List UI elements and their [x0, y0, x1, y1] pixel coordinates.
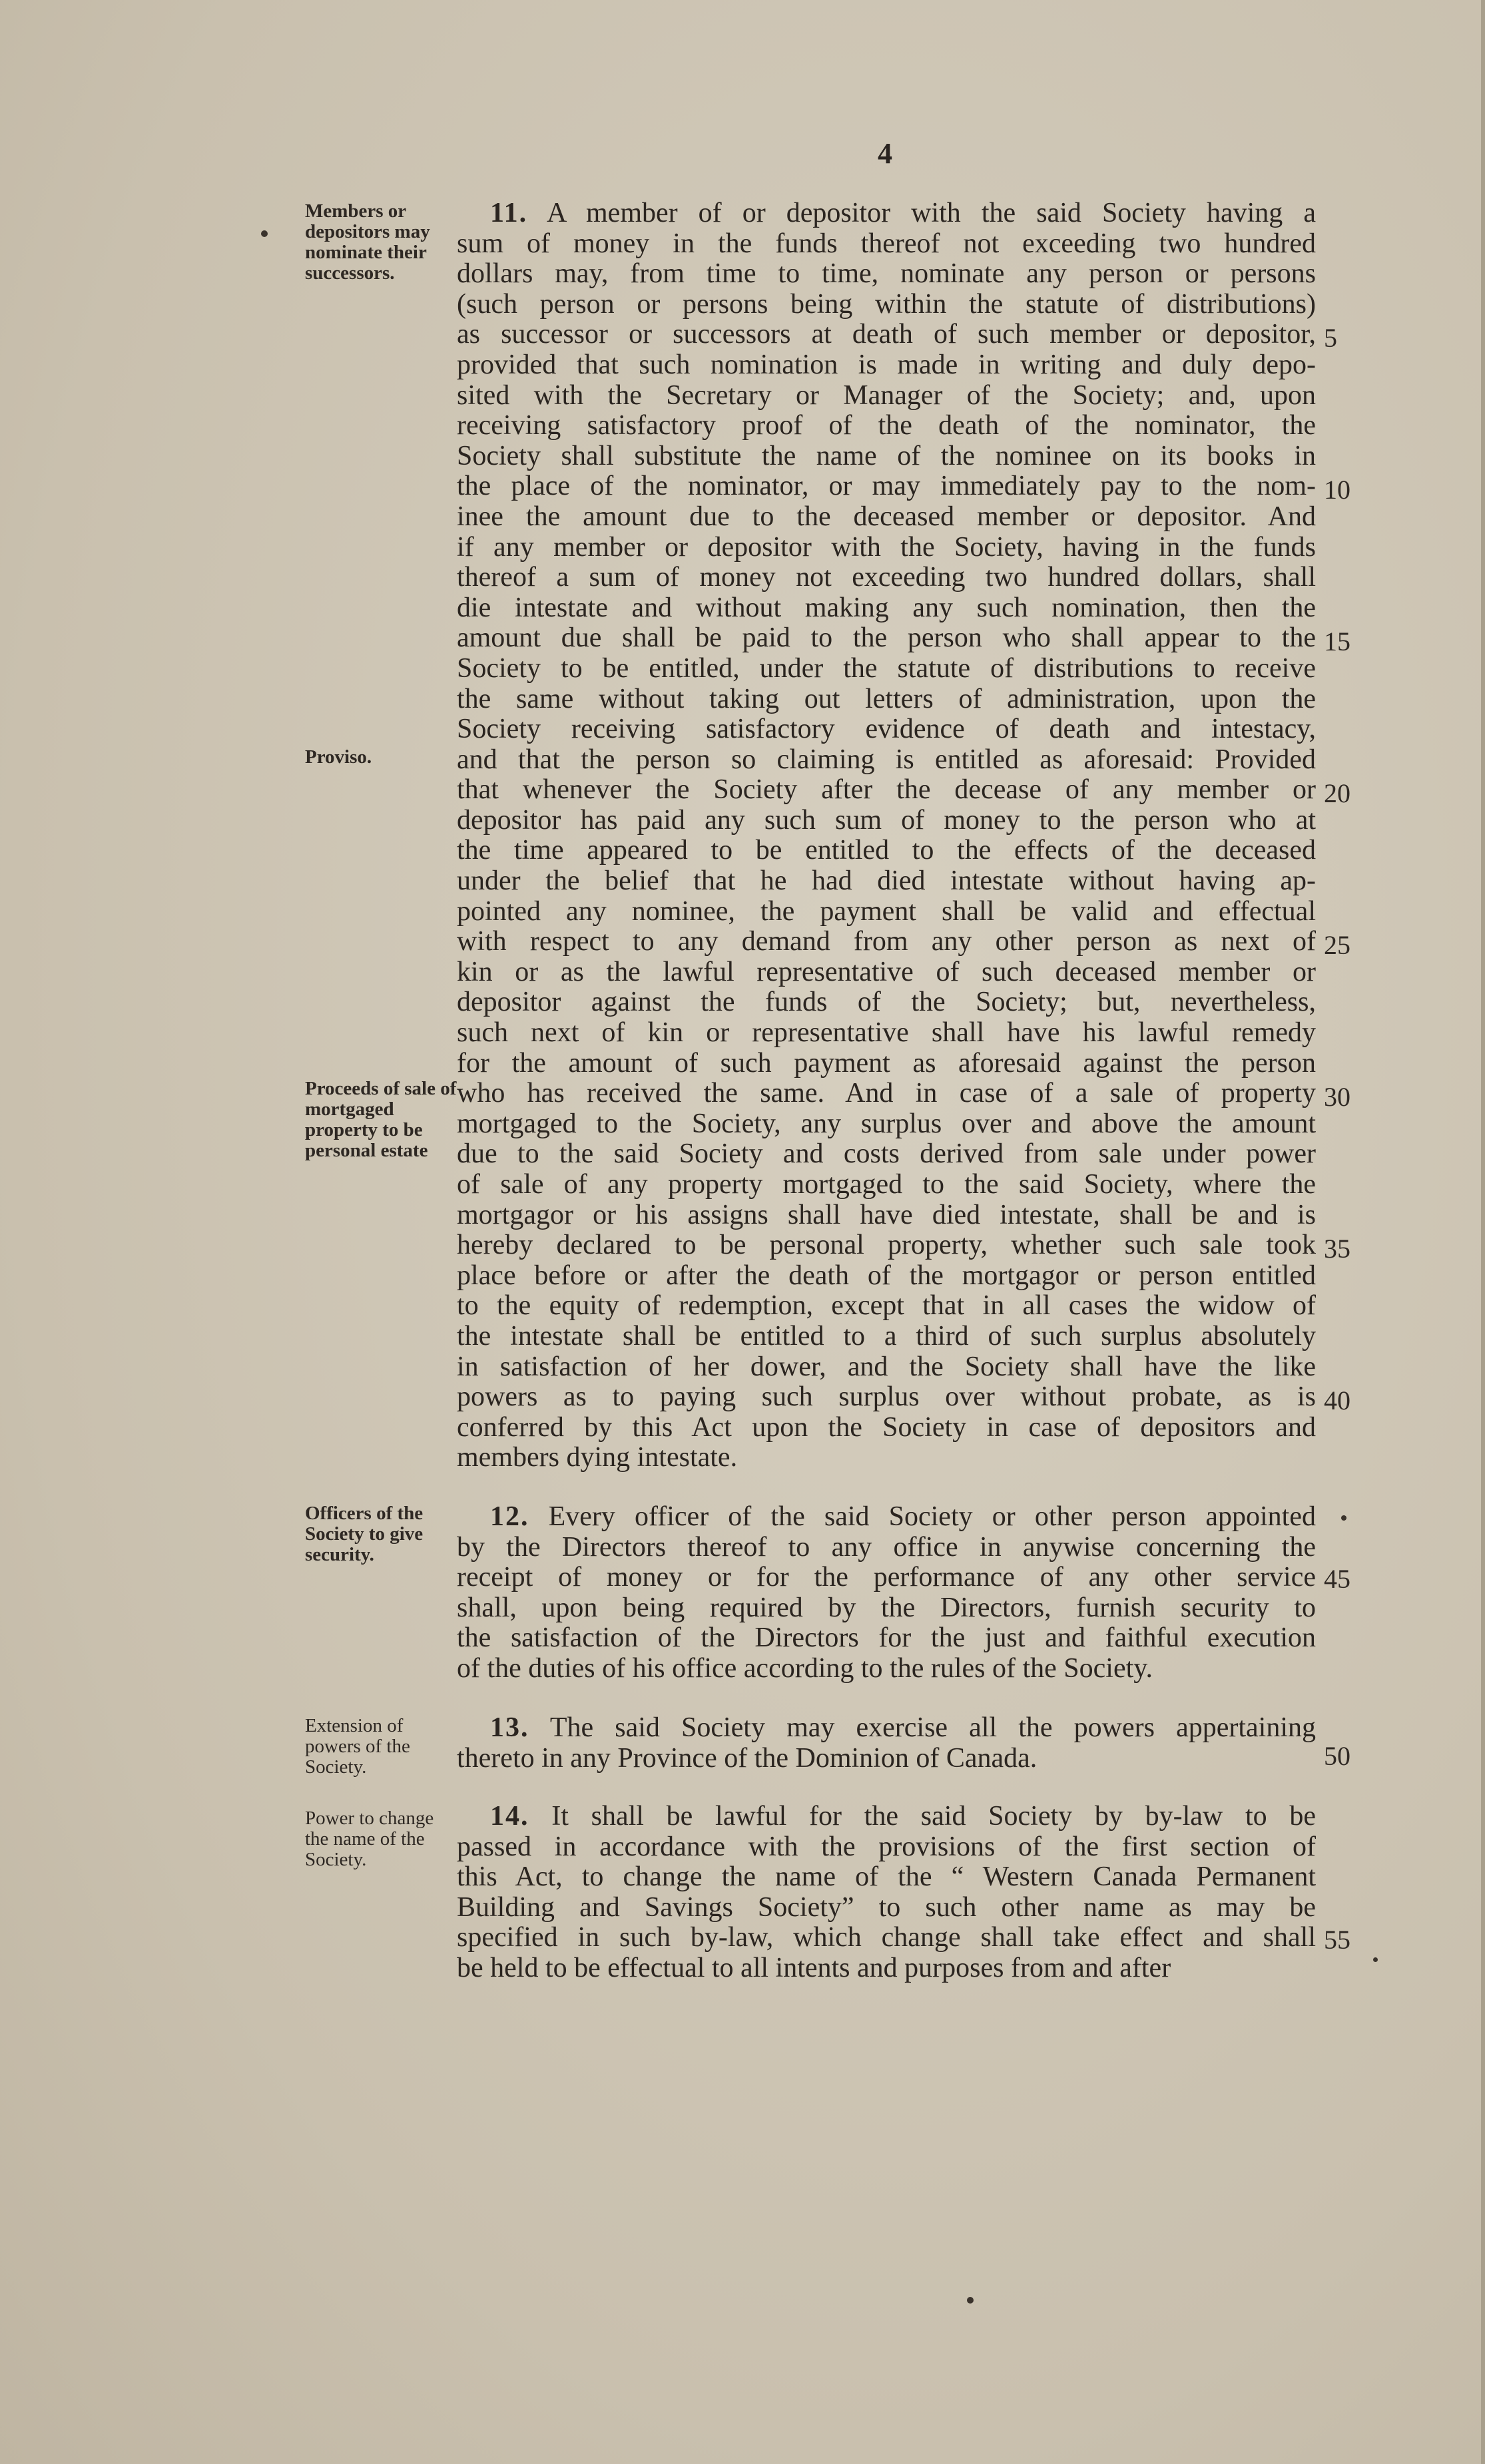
section-11	[457, 198, 1316, 1473]
paper-speck	[261, 230, 268, 237]
text-line	[457, 471, 1316, 502]
text-line	[457, 1230, 1316, 1261]
text-line	[457, 654, 1316, 684]
text-line	[457, 1200, 1316, 1231]
line-text: depositor against the funds of the Society; but, nevertheless,	[457, 987, 1316, 1018]
line-text: It shall be lawful for the said Society by by-law to be	[551, 1801, 1317, 1832]
line-text: thereto in any Province of the Dominion of Canada.	[457, 1742, 1038, 1774]
line-text: sum of money in the funds thereof not exceeding two hundred	[457, 228, 1316, 259]
text-line	[457, 229, 1316, 260]
section-number: 14.	[490, 1801, 529, 1832]
paper-speck	[1341, 1515, 1346, 1521]
text-line	[457, 290, 1316, 320]
text-line	[457, 320, 1316, 350]
line-text: receiving satisfactory proof of the death of the nominator, the	[457, 410, 1316, 441]
text-line	[457, 1170, 1316, 1200]
line-text: mortgagor or his assigns shall have died intestate, shall be and is	[457, 1199, 1316, 1230]
line-text: and that the person so claiming is entitled as aforesaid: Provided	[457, 744, 1316, 775]
line-text: dollars may, from time to time, nominate any person or persons	[457, 258, 1316, 290]
line-text: A member of or depositor with the said Society having a	[546, 198, 1316, 228]
text-line	[457, 1413, 1316, 1443]
page-binding-edge	[1481, 0, 1485, 2464]
line-text: to the equity of redemption, except that in all cases the widow of	[457, 1290, 1316, 1322]
section-number: 12.	[490, 1501, 529, 1532]
text-line	[457, 684, 1316, 715]
text-line	[457, 957, 1316, 988]
text-line	[457, 502, 1316, 533]
line-text: as successor or successors at death of such member or depositor,	[457, 319, 1316, 350]
text-line	[457, 927, 1316, 957]
text-line	[457, 1593, 1316, 1624]
line-text: sited with the Secretary or Manager of the Society; and, upon	[457, 379, 1316, 411]
line-text: be held to be effectual to all intents and purposes from and after	[457, 1952, 1171, 1983]
line-text: kin or as the lawful representative of such deceased member or	[457, 956, 1316, 987]
text-line	[457, 897, 1316, 927]
text-line	[457, 1654, 1316, 1684]
text-line	[457, 1623, 1316, 1654]
line-text: pointed any nominee, the payment shall be valid and effectual	[457, 895, 1316, 927]
line-number-30: 30	[1324, 1082, 1350, 1112]
line-text: shall, upon being required by the Directors, furnish security to	[457, 1592, 1316, 1623]
paper-speck	[967, 2297, 974, 2304]
margin-note-nominate-successors: Members or depositors may nominate their successors.	[305, 200, 430, 284]
line-text: place before or after the death of the mortgagor or person entitled	[457, 1260, 1316, 1291]
line-text: the satisfaction of the Directors for the just and faithful execution	[457, 1622, 1316, 1654]
margin-note-change-name: Power to change the name of the Society.	[305, 1808, 434, 1870]
text-line	[457, 1079, 1316, 1109]
text-line	[457, 1533, 1316, 1563]
line-text: hereby declared to be personal property, whether such sale took	[457, 1230, 1316, 1261]
text-line	[457, 1893, 1316, 1923]
line-text: the intestate shall be entitled to a third of such surplus absolutely	[457, 1320, 1316, 1352]
text-line	[457, 441, 1316, 472]
text-line	[457, 1832, 1316, 1863]
margin-note-proviso: Proviso.	[305, 746, 372, 768]
line-text: specified in such by-law, which change shall take effect and shall	[457, 1922, 1316, 1953]
line-text: under the belief that he had died intestate without having ap-	[457, 865, 1316, 897]
text-line	[457, 350, 1316, 381]
text-line	[457, 623, 1316, 654]
line-text: receipt of money or for the performance of any other service	[457, 1562, 1316, 1593]
line-text: of the duties of his office according to the rules of the Society.	[457, 1652, 1153, 1684]
line-number-40: 40	[1324, 1385, 1350, 1415]
margin-note-proceeds-of-sale: Proceeds of sale of mortgaged property to be personal estate	[305, 1078, 457, 1161]
line-number-25: 25	[1324, 930, 1350, 960]
line-text: due to the said Society and costs derived from sale under power	[457, 1138, 1316, 1170]
text-line	[457, 1049, 1316, 1079]
line-number-45: 45	[1324, 1564, 1350, 1594]
text-line	[457, 593, 1316, 624]
text-line	[457, 1862, 1316, 1893]
line-text: mortgaged to the Society, any surplus over and above the amount	[457, 1108, 1316, 1139]
line-number-35: 35	[1324, 1234, 1350, 1264]
text-line	[457, 987, 1316, 1018]
line-text: the place of the nominator, or may immediately pay to the nom-	[457, 471, 1316, 502]
line-text: members dying intestate.	[457, 1442, 738, 1473]
text-line	[457, 1923, 1316, 1953]
text-line	[457, 1713, 1316, 1744]
line-text: with respect to any demand from any other person as next of	[457, 926, 1316, 957]
margin-note-officers-security: Officers of the Society to give security.	[305, 1503, 424, 1565]
line-text: amount due shall be paid to the person who shall appear to the	[457, 622, 1316, 654]
text-line	[457, 1109, 1316, 1140]
line-text: Society shall substitute the name of the nominee on its books in	[457, 440, 1316, 471]
line-text: the same without taking out letters of administration, upon the	[457, 683, 1316, 714]
section-number: 11.	[490, 198, 528, 228]
line-number-5: 5	[1324, 323, 1337, 353]
text-line	[457, 533, 1316, 563]
text-line	[457, 1322, 1316, 1352]
line-text: depositor has paid any such sum of money to the person who at	[457, 804, 1316, 836]
line-text: in satisfaction of her dower, and the Society shall have the like	[457, 1351, 1316, 1382]
section-12	[457, 1502, 1316, 1684]
text-line	[457, 1502, 1316, 1533]
text-line	[457, 745, 1316, 776]
text-line	[457, 714, 1316, 745]
line-text: Building and Savings Society” to such other name as may be	[457, 1891, 1316, 1923]
line-text: such next of kin or representative shall have his lawful remedy	[457, 1017, 1316, 1049]
text-line	[457, 1352, 1316, 1383]
text-line	[457, 1443, 1316, 1473]
line-text: powers as to paying such surplus over without probate, as is	[457, 1381, 1316, 1413]
line-text: of sale of any property mortgaged to the said Society, where the	[457, 1169, 1316, 1200]
text-line	[457, 259, 1316, 290]
line-text: Every officer of the said Society or other person appointed	[548, 1501, 1316, 1532]
text-line	[457, 411, 1316, 441]
text-line	[457, 1261, 1316, 1292]
text-line	[457, 381, 1316, 411]
section-13	[457, 1713, 1316, 1774]
line-text: that whenever the Society after the decease of any member or	[457, 774, 1316, 806]
text-line	[457, 198, 1316, 229]
line-text: die intestate and without making any such nomination, then the	[457, 592, 1316, 623]
paper-speck	[1373, 1957, 1378, 1962]
line-text: The said Society may exercise all the powers appertaining	[549, 1712, 1316, 1743]
line-text: thereof a sum of money not exceeding two hundred dollars, shall	[457, 562, 1316, 593]
section-14	[457, 1802, 1316, 1984]
line-number-50: 50	[1324, 1741, 1350, 1771]
line-text: inee the amount due to the deceased member or depositor. And	[457, 501, 1316, 532]
text-line	[457, 775, 1316, 806]
line-text: if any member or depositor with the Society, having in the funds	[457, 531, 1316, 563]
text-line	[457, 1291, 1316, 1322]
line-text: Society to be entitled, under the statute of distributions to receive	[457, 652, 1316, 684]
text-line	[457, 1382, 1316, 1413]
margin-note-extension-of-powers: Extension of powers of the Society.	[305, 1715, 410, 1778]
line-text: this Act, to change the name of the “ Western Canada Permanent	[457, 1861, 1316, 1893]
line-number-15: 15	[1324, 626, 1350, 656]
line-text: conferred by this Act upon the Society in case of depositors and	[457, 1411, 1316, 1443]
text-line	[457, 1563, 1316, 1593]
line-number-10: 10	[1324, 475, 1350, 505]
section-number: 13.	[490, 1712, 529, 1743]
line-number-55: 55	[1324, 1925, 1350, 1955]
line-text: Society receiving satisfactory evidence of death and intestacy,	[457, 714, 1316, 745]
page-number: 4	[878, 137, 892, 170]
text-line	[457, 1018, 1316, 1049]
text-line	[457, 806, 1316, 836]
line-text: provided that such nomination is made in writing and duly depo-	[457, 349, 1316, 380]
line-number-20: 20	[1324, 778, 1350, 808]
line-text: (such person or persons being within the statute of distributions)	[457, 288, 1316, 320]
text-line	[457, 1139, 1316, 1170]
text-line	[457, 866, 1316, 897]
line-text: passed in accordance with the provisions of the first section of	[457, 1831, 1316, 1862]
line-text: who has received the same. And in case of a sale of property	[457, 1078, 1316, 1109]
text-line	[457, 836, 1316, 866]
line-text: the time appeared to be entitled to the effects of the deceased	[457, 835, 1316, 866]
line-text: for the amount of such payment as aforesaid against the person	[457, 1047, 1316, 1079]
line-text: by the Directors thereof to any office in anywise concerning the	[457, 1531, 1316, 1563]
text-line	[457, 1802, 1316, 1832]
text-line	[457, 1953, 1316, 1984]
text-line	[457, 1744, 1316, 1774]
text-line	[457, 563, 1316, 593]
